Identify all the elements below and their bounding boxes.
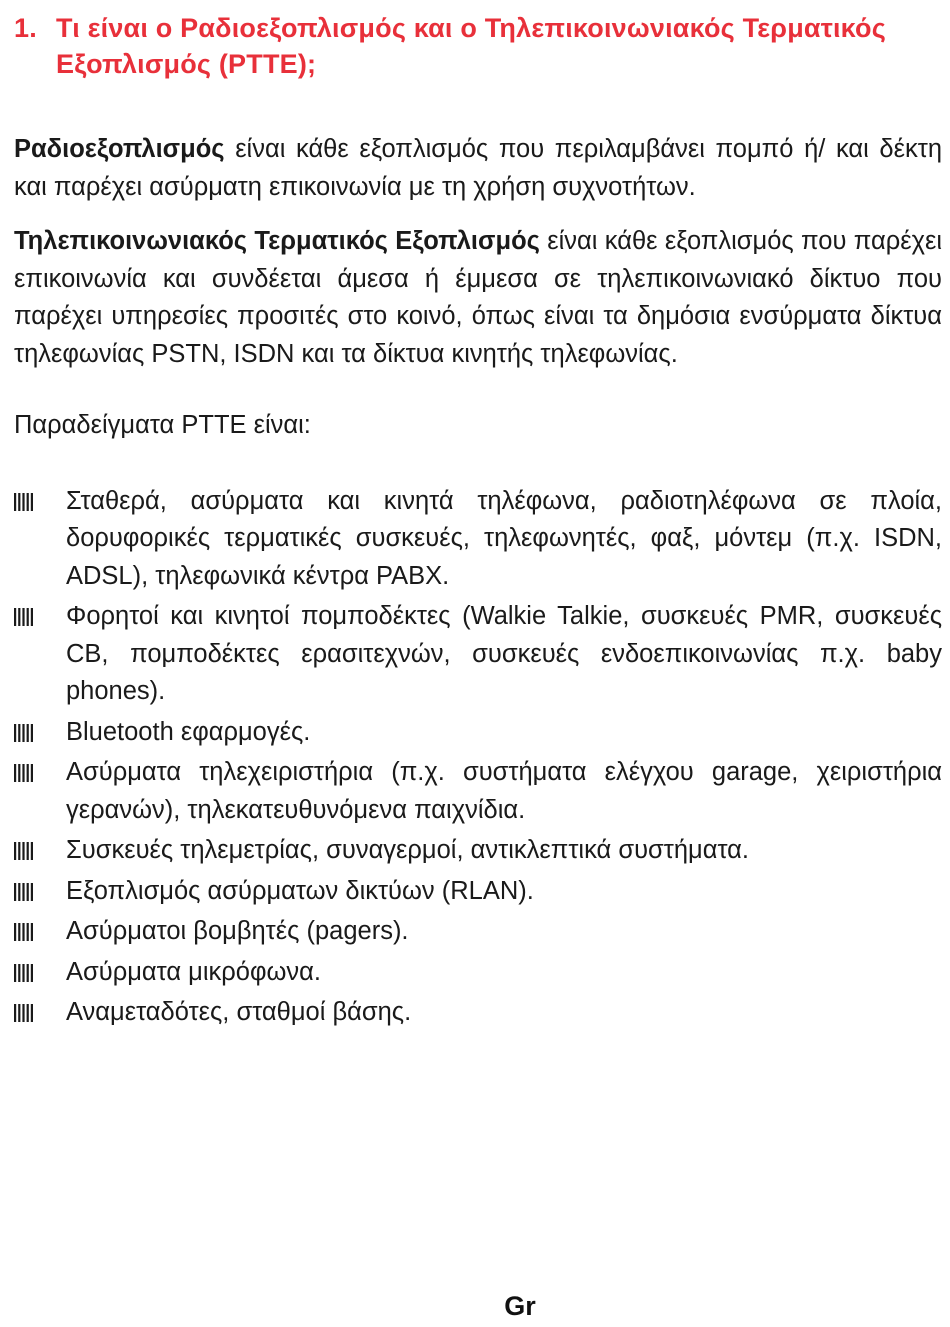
list-item bbox=[14, 598, 942, 711]
paragraph-radio-equipment bbox=[14, 131, 942, 206]
term-radio-equipment: Ραδιοεξοπλισμός bbox=[14, 135, 225, 163]
list-item bbox=[14, 754, 942, 829]
list-item-text: Φορητοί και κινητοί πομποδέκτες (Walkie Talkie, συσκευές PMR, συσκευές CB, πομποδέκτες ερασιτεχνών, συσκευές ενδοεπικοινωνίας π.χ. baby phones). bbox=[66, 602, 942, 705]
footer-language-label: Gr bbox=[504, 1291, 536, 1321]
list-item bbox=[14, 954, 942, 992]
examples-intro: Παραδείγματα PTTE είναι: bbox=[14, 411, 311, 439]
bars-bullet-icon bbox=[14, 954, 66, 992]
list-item-text: Αναμεταδότες, σταθμοί βάσης. bbox=[66, 998, 412, 1026]
bars-bullet-icon bbox=[14, 598, 66, 636]
list-item bbox=[14, 913, 942, 951]
definition-telecom-terminal: είναι κάθε εξοπλισμός που παρέχει επικοινωνία και συνδέεται άμεσα ή έμμεσα σε τηλεπικοινωνιακό δίκτυο που παρέχει υπηρεσίες προσιτές στο κοινό, όπως είναι τα δημόσια ενσύρματα δίκτυα τηλεφωνίας PSTN, ISDN και τα δίκτυα κινητής τηλεφωνίας. bbox=[14, 227, 942, 368]
bars-bullet-icon bbox=[14, 483, 66, 521]
bars-bullet-icon bbox=[14, 913, 66, 951]
bars-bullet-icon bbox=[14, 754, 66, 792]
list-item-text: Ασύρματα τηλεχειριστήρια (π.χ. συστήματα ελέγχου garage, χειριστήρια γερανών), τηλεκατευθυνόμενα παιχνίδια. bbox=[66, 758, 942, 824]
term-telecom-terminal: Τηλεπικοινωνιακός Τερματικός Εξοπλισμός bbox=[14, 227, 540, 255]
paragraph-telecom-terminal bbox=[14, 223, 942, 373]
bars-bullet-icon bbox=[14, 873, 66, 911]
heading-title: Τι είναι ο Ραδιοεξοπλισμός και ο Τηλεπικοινωνιακός Τερματικός Εξοπλισμός (PTTE); bbox=[56, 13, 886, 79]
list-item-text: Σταθερά, ασύρματα και κινητά τηλέφωνα, ραδιοτηλέφωνα σε πλοία, δορυφορικές τερματικές συσκευές, τηλεφωνητές, φαξ, μόντεμ (π.χ. ISDN, ADSL), τηλεφωνικά κέντρα PABX. bbox=[66, 486, 942, 590]
list-item-text: Εξοπλισμός ασύρματων δικτύων (RLAN). bbox=[66, 876, 534, 905]
list-item bbox=[14, 994, 942, 1032]
list-item bbox=[14, 832, 942, 870]
bars-bullet-icon bbox=[14, 994, 66, 1032]
heading-number: 1. bbox=[14, 13, 37, 43]
list-item bbox=[14, 483, 942, 596]
list-item bbox=[14, 714, 942, 752]
list-item-text: Ασύρματοι βομβητές (pagers). bbox=[66, 917, 409, 945]
examples-list bbox=[14, 483, 942, 1032]
definition-radio-equipment: είναι κάθε εξοπλισμός που περιλαμβάνει πομπό ή/ και δέκτη και παρέχει ασύρματη επικοινωνία με τη χρήση συχνοτήτων. bbox=[14, 135, 942, 201]
bars-bullet-icon bbox=[14, 714, 66, 752]
list-item bbox=[14, 873, 942, 911]
list-item-text: Ασύρματα μικρόφωνα. bbox=[66, 957, 321, 986]
section-heading bbox=[14, 10, 942, 82]
list-item-text: Συσκευές τηλεμετρίας, συναγερμοί, αντικλεπτικά συστήματα. bbox=[66, 836, 749, 864]
document-page bbox=[14, 10, 942, 1035]
list-item-text: Bluetooth εφαρμογές. bbox=[66, 717, 311, 746]
bars-bullet-icon bbox=[14, 832, 66, 870]
